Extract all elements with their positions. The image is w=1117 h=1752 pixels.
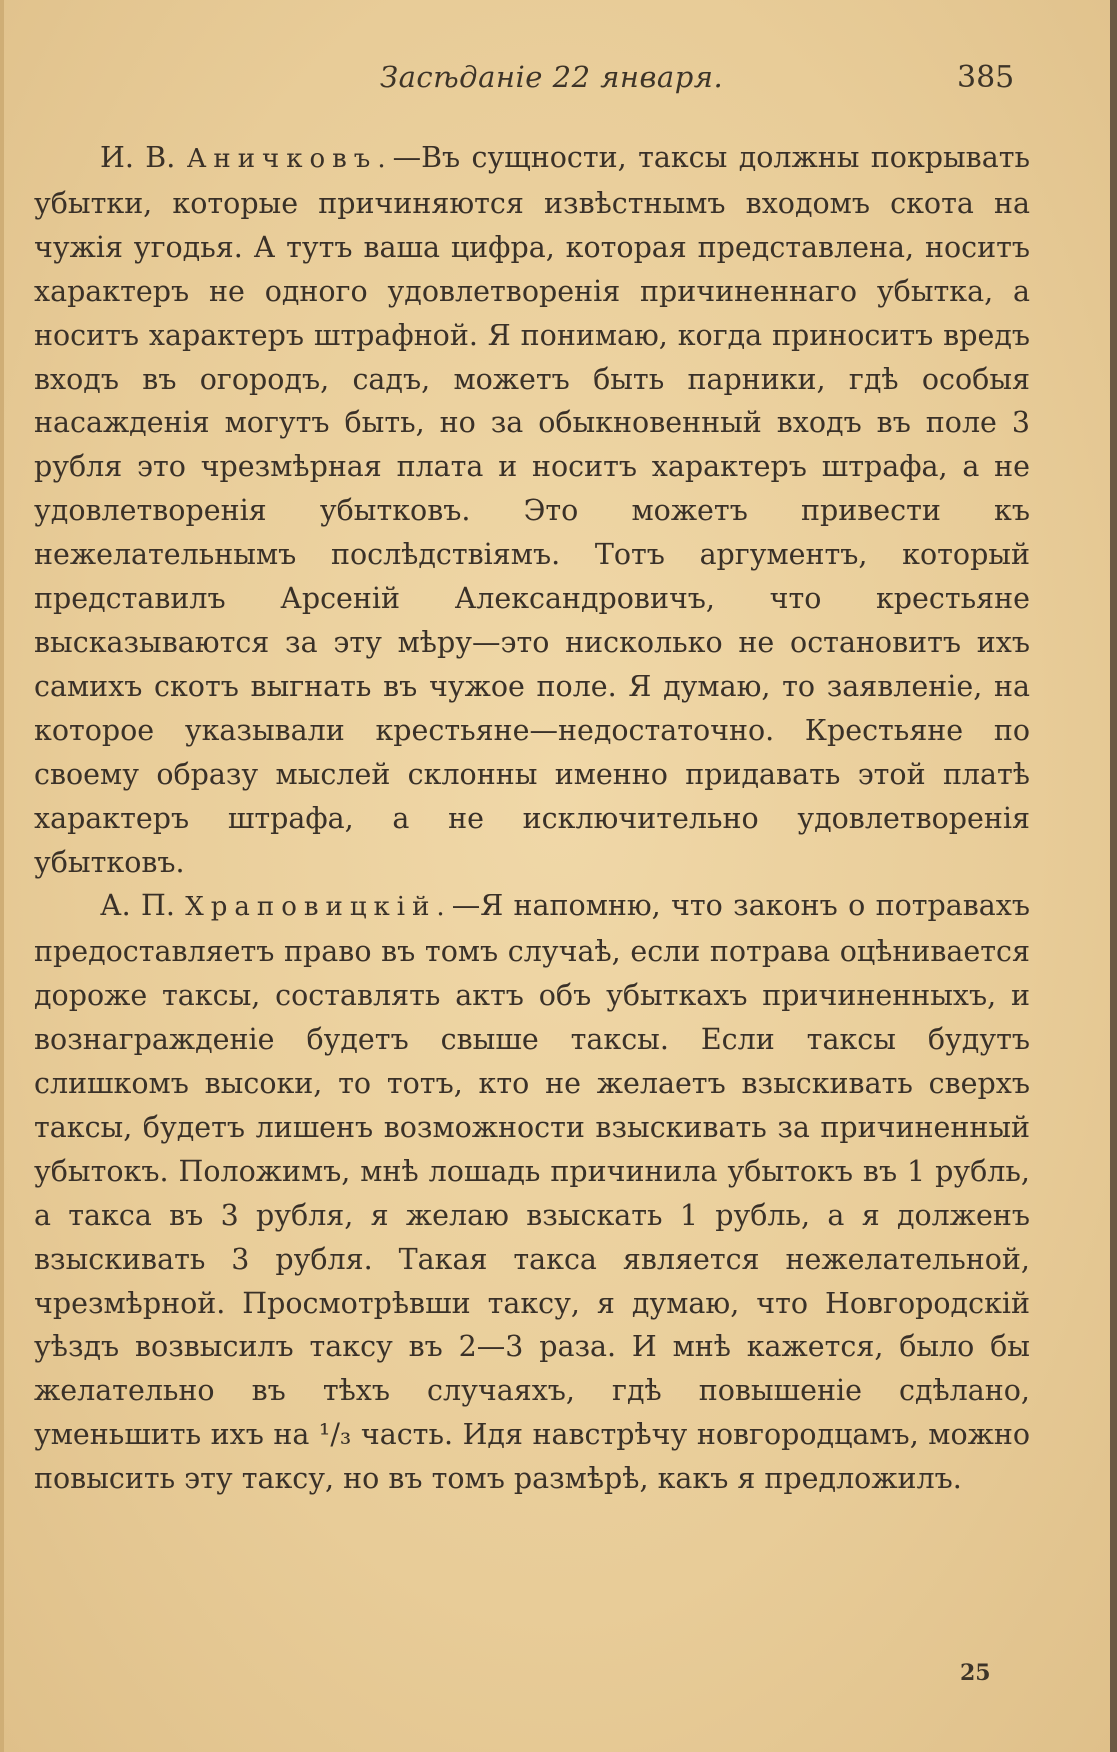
body-text bbox=[34, 136, 1030, 1501]
page-right-edge bbox=[1110, 0, 1117, 1752]
page-header bbox=[0, 60, 1110, 104]
signature-mark: 25 bbox=[960, 1660, 991, 1686]
speaker-initials: А. П. bbox=[100, 889, 175, 923]
speaker-name: Храповицкій. bbox=[185, 892, 452, 923]
running-head: Засѣданіе 22 января. bbox=[380, 60, 724, 94]
paragraph-anichkov bbox=[34, 136, 1030, 884]
page-number: 385 bbox=[957, 60, 1015, 95]
paragraph-khrapovitsky bbox=[34, 884, 1030, 1501]
page-left-edge bbox=[0, 0, 4, 1752]
speaker-name: Аничковъ. bbox=[186, 144, 393, 174]
speaker-initials: И. В. bbox=[100, 141, 176, 174]
paragraph-text: —Я напомню, что законъ о потравахъ предоставляетъ право въ томъ случаѣ, если потрава оцѣнивается дороже таксы, составлять актъ объ убыткахъ причиненныхъ, и вознагражденіе будетъ свыше таксы. Если таксы будутъ слишкомъ высоки, то тотъ, кто не желаетъ взыскивать сверхъ таксы, будетъ лишенъ возможности взыскивать за причиненный убытокъ. Положимъ, мнѣ лошадь причинила убытокъ въ 1 рубль, а такса въ 3 рубля, я желаю взыскать 1 рубль, а я долженъ взыскивать 3 рубля. Такая такса является нежелательной, чрезмѣрной. Просмотрѣвши таксу, я думаю, что Новгородскій уѣздъ возвысилъ таксу въ 2—3 раза. И мнѣ кажется, было бы желательно въ тѣхъ случаяхъ, гдѣ повышеніе сдѣлано, уменьшить ихъ на ¹/₃ часть. Идя навстрѣчу новгородцамъ, можно повысить эту таксу, но въ томъ размѣрѣ, какъ я предложилъ. bbox=[34, 889, 1030, 1496]
paragraph-text: —Въ сущности, таксы должны покрывать убытки, которые причиняются извѣстнымъ входомъ скота на чужія угодья. А тутъ ваша цифра, которая представлена, носитъ характеръ не одного удовлетворенія причиненнаго убытка, а носитъ характеръ штрафной. Я понимаю, когда приноситъ вредъ входъ въ огородъ, садъ, можетъ быть парники, гдѣ особыя насажденія могутъ быть, но за обыкновенный входъ въ поле 3 рубля это чрезмѣрная плата и носитъ характеръ штрафа, а не удовлетворенія убытковъ. Это можетъ привести къ нежелательнымъ послѣдствіямъ. Тотъ аргументъ, который представилъ Арсеній Александровичъ, что крестьяне высказываются за эту мѣру—это нисколько не остановитъ ихъ самихъ скотъ выгнать въ чужое поле. Я думаю, то заявленіе, на которое указывали крестьяне—недостаточно. Крестьяне по своему образу мыслей склонны именно придавать этой платѣ характеръ штрафа, а не исключительно удовлетворенія убытковъ. bbox=[34, 141, 1030, 879]
